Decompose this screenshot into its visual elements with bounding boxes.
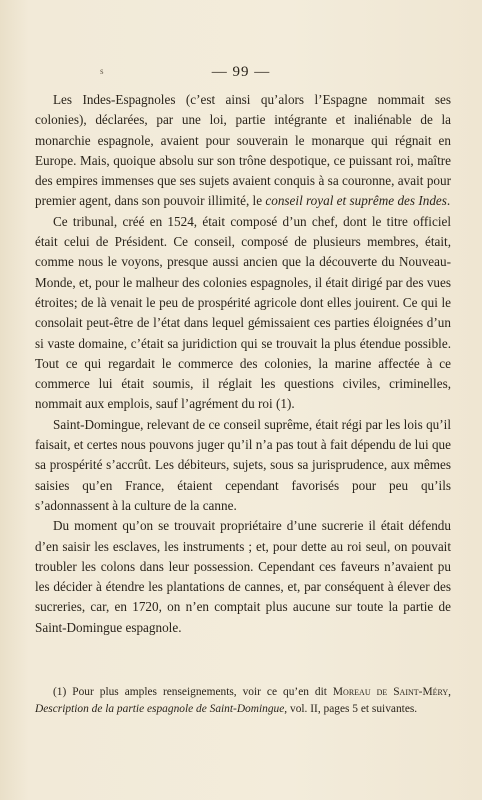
printer-mark: s bbox=[100, 66, 104, 76]
paragraph-saint-domingue: Saint-Domingue, relevant de ce conseil suprême, était régi par les lois qu’il faisait, et certes nous pouvons juger qu’il n’a pas tout à fait dépendu de lui que sa prospérité s’accrût. Les débiteurs, sujets, sous sa jurisprudence, aux mêmes saisies qu’en France, étaient cependant favorisés pour peu qu’ils s’adonnassent à la culture de la canne. bbox=[35, 416, 451, 513]
paragraph-tribunal: Ce tribunal, créé en 1524, était composé d’un chef, dont le titre officiel était celui de Président. Ce conseil, composé de plusieurs membres, était, comme nous le voyons, presque aussi ancien que la découverte du Nouveau-Monde, et, pour le malheur des colonies espagnoles, il était dirigé par des vues étroites; de là venait le peu de prospérité agricole dont elles jouirent. Ce qui le consolait peut-être de l’état dans lequel gémissaient ces parties éloignées d’un si vaste domaine, c’était sa juridiction qui se trouvait la plus étendue possible. Tout ce qui regardait le commerce des colonies, la marine affectée à ce commerce lui était soumis, il réglait les questions civiles, criminelles, nommait aux emplois, sauf l’agrément du roi (1). bbox=[35, 213, 451, 412]
paragraph-text-end: . bbox=[446, 193, 451, 209]
body-text bbox=[35, 90, 451, 638]
paragraph-indes-espagnoles bbox=[35, 90, 451, 212]
footnote-lead: (1) Pour plus amples renseignements, voir ce qu’en dit bbox=[53, 686, 333, 698]
footnote-author: Moreau de Saint-Méry bbox=[332, 686, 449, 698]
footnote-title: Description de la partie espagnole de Saint-Domingue bbox=[35, 703, 285, 715]
footnote bbox=[35, 684, 451, 718]
paragraph-sucrerie: Du moment qu’on se trouvait propriétaire d’une sucrerie il était défendu d’en saisir les esclaves, les instruments ; et, pour dette au roi seul, on pouvait troubler les colons dans leur possession. Cependant ces faveurs n’avaient pu les décider à étendre les plantations de cannes, et, par conséquent à élever des sucreries, car, en 1720, on n’en comptait plus aucune sur toute la partie de Saint-Domingue espagnole. bbox=[35, 518, 451, 635]
page-number: — 99 — bbox=[211, 64, 271, 80]
footnote-comma: , bbox=[448, 686, 451, 698]
footnote-tail: , vol. II, pages 5 et suivantes. bbox=[284, 703, 418, 715]
italic-phrase: conseil royal et suprême des Indes bbox=[265, 193, 447, 209]
paragraph-text: Les Indes-Espagnoles (c’est ainsi qu’alors l’Espagne nommait ses colonies), déclarées, par une loi, partie intégrante et inaliénable de la monarchie espagnole, avaient pour souverain le monarque qui régnait en Europe. Mais, quoique absolu sur son trône despotique, ce puissant roi, maître des empires immenses que ses sujets avaient conquis à sa couronne, avait pour premier agent, dans son pouvoir illimité, le bbox=[35, 92, 451, 209]
